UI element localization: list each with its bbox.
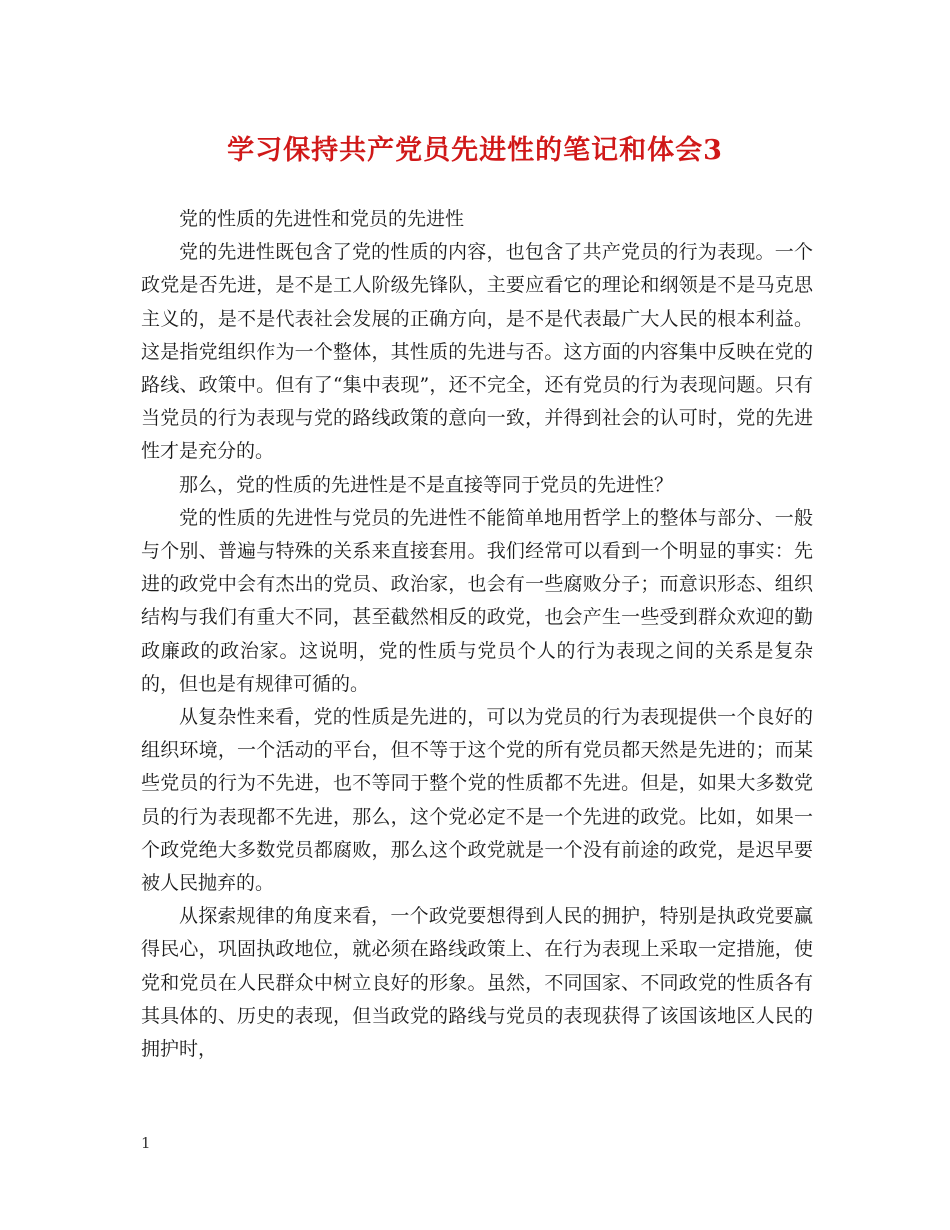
paragraph-heading: 党的性质的先进性和党员的先进性: [179, 208, 465, 230]
document-body: [141, 203, 813, 1066]
document-title: 学习保持共产党员先进性的笔记和体会3: [227, 135, 723, 166]
paragraph: 从探索规律的角度来看，一个政党要想得到人民的拥护，特别是执政党要赢得民心，巩固执政地位，就必须在路线政策上、在行为表现上采取一定措施，使党和党员在人民群众中树立良好的形象。虽然，不同国家、不同政党的性质各有其具体的、历史的表现，但当政党的路线与党员的表现获得了该国该地区人民的拥护时，: [141, 905, 813, 1061]
paragraph: 那么，党的性质的先进性是不是直接等同于党员的先进性？: [179, 473, 674, 496]
paragraph: 党的先进性既包含了党的性质的内容，也包含了共产党员的行为表现。一个政党是否先进，是不是工人阶级先锋队，主要应看它的理论和纲领是不是马克思主义的，是不是代表社会发展的正确方向，是不是代表最广大人民的根本利益。这是指党组织作为一个整体，其性质的先进与否。这方面的内容集中反映在党的路线、政策中。但有了“集中表现”，还不完全，还有党员的行为表现问题。只有当党员的行为表现与党的路线政策的意向一致，并得到社会的认可时，党的先进性才是充分的。: [141, 241, 813, 463]
paragraph: 从复杂性来看，党的性质是先进的，可以为党员的行为表现提供一个良好的组织环境，一个活动的平台，但不等于这个党的所有党员都天然是先进的；而某些党员的行为不先进，也不等同于整个党的性质都不先进。但是，如果大多数党员的行为表现都不先进，那么，这个党必定不是一个先进的政党。比如，如果一个政党绝大多数党员都腐败，那么这个政党就是一个没有前途的政党，是迟早要被人民抛弃的。: [141, 706, 813, 895]
page-number: 1: [141, 1134, 151, 1152]
paragraph: 党的性质的先进性与党员的先进性不能简单地用哲学上的整体与部分、一般与个别、普遍与特殊的关系来直接套用。我们经常可以看到一个明显的事实：先进的政党中会有杰出的党员、政治家，也会有一些腐败分子；而意识形态、组织结构与我们有重大不同，甚至截然相反的政党，也会产生一些受到群众欢迎的勤政廉政的政治家。这说明，党的性质与党员个人的行为表现之间的关系是复杂的，但也是有规律可循的。: [141, 506, 813, 695]
